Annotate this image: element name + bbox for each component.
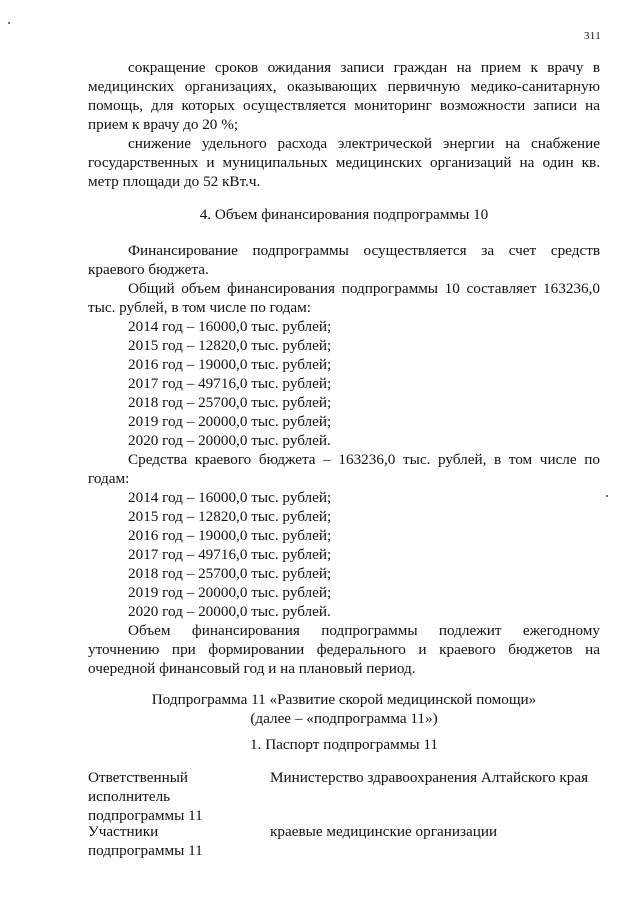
financing-block bbox=[88, 241, 600, 678]
passport-value-participants: краевые медицинские организации bbox=[270, 823, 498, 840]
paragraph-waiting-time: сокращение сроков ожидания записи граждан на прием к врачу в медицинских организациях, оказывающих первичную медико-санитарную помощь, для которых осуществляется мониторинг возможности записи на прием к врачу до 20 %; bbox=[88, 59, 600, 133]
section-heading-financing: 4. Объем финансирования подпрограммы 10 bbox=[199, 206, 489, 223]
paragraph-energy-consumption: снижение удельного расхода электрической энергии на снабжение государственных и муниципальных медицинских организаций на один кв. метр площади до 52 кВт.ч. bbox=[88, 135, 600, 190]
adjustment-note: Объем финансирования подпрограммы подлежит ежегодному уточнению при формировании федерального и краевого бюджетов на очередной финансовый год и на плановый период. bbox=[88, 622, 600, 677]
year-total-item: 2020 год – 20000,0 тыс. рублей. bbox=[128, 432, 331, 449]
passport-label-executor: Ответственный исполнитель подпрограммы 11 bbox=[88, 769, 203, 824]
year-total-item: 2015 год – 12820,0 тыс. рублей; bbox=[128, 337, 332, 354]
year-total-item: 2019 год – 20000,0 тыс. рублей; bbox=[128, 413, 332, 430]
subprogram-11-title-line: (далее – «подпрограмма 11») bbox=[250, 710, 438, 727]
total-volume-paragraph: Общий объем финансирования подпрограммы 10 составляет 163236,0 тыс. рублей, в том числе по годам: bbox=[88, 280, 600, 316]
year-regional-item: 2016 год – 19000,0 тыс. рублей; bbox=[128, 527, 332, 544]
passport-value-executor: Министерство здравоохранения Алтайского края bbox=[270, 769, 589, 786]
regional-budget-paragraph: Средства краевого бюджета – 163236,0 тыс. рублей, в том числе по годам: bbox=[88, 451, 600, 487]
year-regional-item: 2014 год – 16000,0 тыс. рублей; bbox=[128, 489, 332, 506]
years-total-list bbox=[88, 317, 600, 450]
subprogram-11-title-line: Подпрограмма 11 «Развитие скорой медицинской помощи» bbox=[151, 691, 537, 708]
year-total-item: 2016 год – 19000,0 тыс. рублей; bbox=[128, 356, 332, 373]
scan-speck bbox=[8, 22, 10, 24]
year-regional-item: 2017 год – 49716,0 тыс. рублей; bbox=[128, 546, 332, 563]
passport-label-participants: Участники подпрограммы 11 bbox=[88, 823, 203, 859]
subprogram-11-title bbox=[88, 690, 600, 728]
year-total-item: 2018 год – 25700,0 тыс. рублей; bbox=[128, 394, 332, 411]
year-regional-item: 2015 год – 12820,0 тыс. рублей; bbox=[128, 508, 332, 525]
year-total-item: 2014 год – 16000,0 тыс. рублей; bbox=[128, 318, 332, 335]
year-total-item: 2017 год – 49716,0 тыс. рублей; bbox=[128, 375, 332, 392]
year-regional-item: 2019 год – 20000,0 тыс. рублей; bbox=[128, 584, 332, 601]
year-regional-item: 2020 год – 20000,0 тыс. рублей. bbox=[128, 603, 331, 620]
page-number: 311 bbox=[584, 30, 601, 42]
years-regional-list bbox=[88, 488, 600, 621]
financing-intro: Финансирование подпрограммы осуществляется за счет средств краевого бюджета. bbox=[88, 242, 600, 278]
top-text-block bbox=[88, 58, 600, 191]
passport-heading: 1. Паспорт подпрограммы 11 bbox=[250, 736, 438, 753]
year-regional-item: 2018 год – 25700,0 тыс. рублей; bbox=[128, 565, 332, 582]
scan-speck bbox=[606, 495, 608, 497]
